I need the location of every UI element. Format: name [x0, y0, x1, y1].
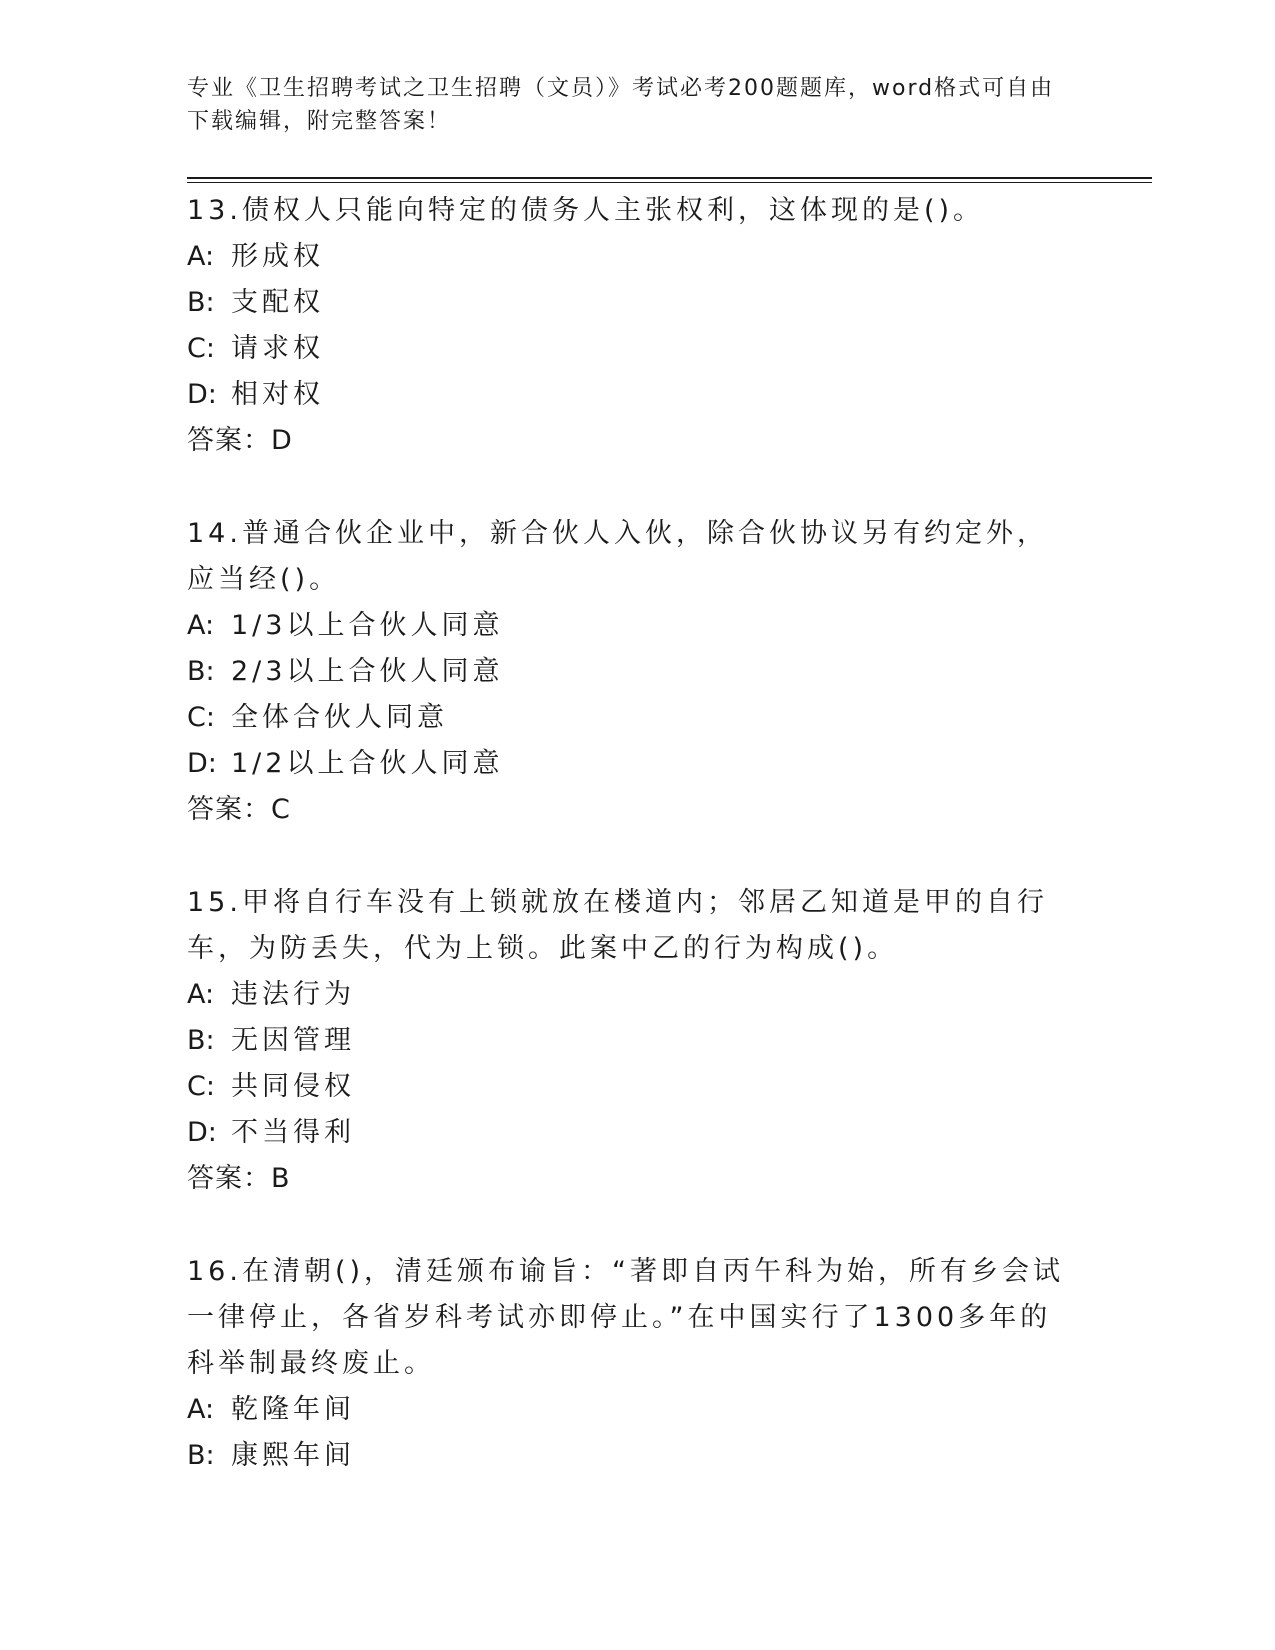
option-letter: B: [187, 1025, 215, 1056]
option-c [187, 695, 1077, 741]
option-letter: B: [187, 1440, 215, 1471]
question-stem: 14.普通合伙企业中，新合伙人入伙，除合伙协议另有约定外，应当经()。 [187, 518, 1048, 595]
document-header: 专业《卫生招聘考试之卫生招聘（文员）》考试必考200题题库，word格式可自由下载编辑，附完整答案！ [187, 76, 1055, 134]
option-text: 共同侵权 [231, 1071, 355, 1102]
question-list [187, 188, 1077, 1526]
option-letter: D: [187, 748, 217, 779]
option-text: 请求权 [231, 333, 324, 364]
question-13 [187, 188, 1077, 464]
option-text: 形成权 [231, 241, 324, 272]
option-text: 不当得利 [231, 1117, 355, 1148]
question-stem: 15.甲将自行车没有上锁就放在楼道内；邻居乙知道是甲的自行车，为防丢失，代为上锁。此案中乙的行为构成()。 [187, 887, 1048, 964]
option-letter: B: [187, 656, 215, 687]
option-letter: A: [187, 610, 215, 641]
question-stem: 16.在清朝()，清廷颁布谕旨：“著即自丙午科为始，所有乡会试一律停止，各省岁科考试亦即停止。”在中国实行了1300多年的科举制最终废止。 [187, 1256, 1064, 1379]
answer-line: 答案：D [187, 425, 293, 456]
option-c [187, 326, 1077, 372]
option-a [187, 1387, 1077, 1433]
option-text: 乾隆年间 [231, 1394, 355, 1425]
option-letter: D: [187, 1117, 217, 1148]
option-text: 2/3以上合伙人同意 [231, 656, 504, 687]
answer-line: 答案：C [187, 794, 291, 825]
option-a [187, 603, 1077, 649]
option-text: 支配权 [231, 287, 324, 318]
option-letter: C: [187, 1071, 215, 1102]
option-text: 全体合伙人同意 [231, 702, 448, 733]
option-letter: A: [187, 241, 215, 272]
header-divider-thick [187, 177, 1152, 179]
option-text: 无因管理 [231, 1025, 355, 1056]
question-14 [187, 511, 1077, 833]
answer-line: 答案：B [187, 1163, 291, 1194]
option-letter: A: [187, 979, 215, 1010]
option-letter: C: [187, 702, 215, 733]
option-d [187, 741, 1077, 787]
option-b [187, 280, 1077, 326]
option-text: 违法行为 [231, 979, 355, 1010]
header-divider-thin [187, 182, 1152, 183]
option-text: 相对权 [231, 379, 324, 410]
option-d [187, 372, 1077, 418]
option-letter: D: [187, 379, 217, 410]
option-c [187, 1064, 1077, 1110]
question-15 [187, 880, 1077, 1202]
option-letter: A: [187, 1394, 215, 1425]
option-letter: B: [187, 287, 215, 318]
option-b [187, 1018, 1077, 1064]
option-d [187, 1110, 1077, 1156]
question-stem: 13.债权人只能向特定的债务人主张权利，这体现的是()。 [187, 195, 985, 226]
option-text: 1/2以上合伙人同意 [231, 748, 504, 779]
option-b [187, 1433, 1077, 1479]
option-text: 康熙年间 [231, 1440, 355, 1471]
option-a [187, 234, 1077, 280]
option-b [187, 649, 1077, 695]
question-16 [187, 1249, 1077, 1479]
option-letter: C: [187, 333, 215, 364]
option-a [187, 972, 1077, 1018]
option-text: 1/3以上合伙人同意 [231, 610, 504, 641]
